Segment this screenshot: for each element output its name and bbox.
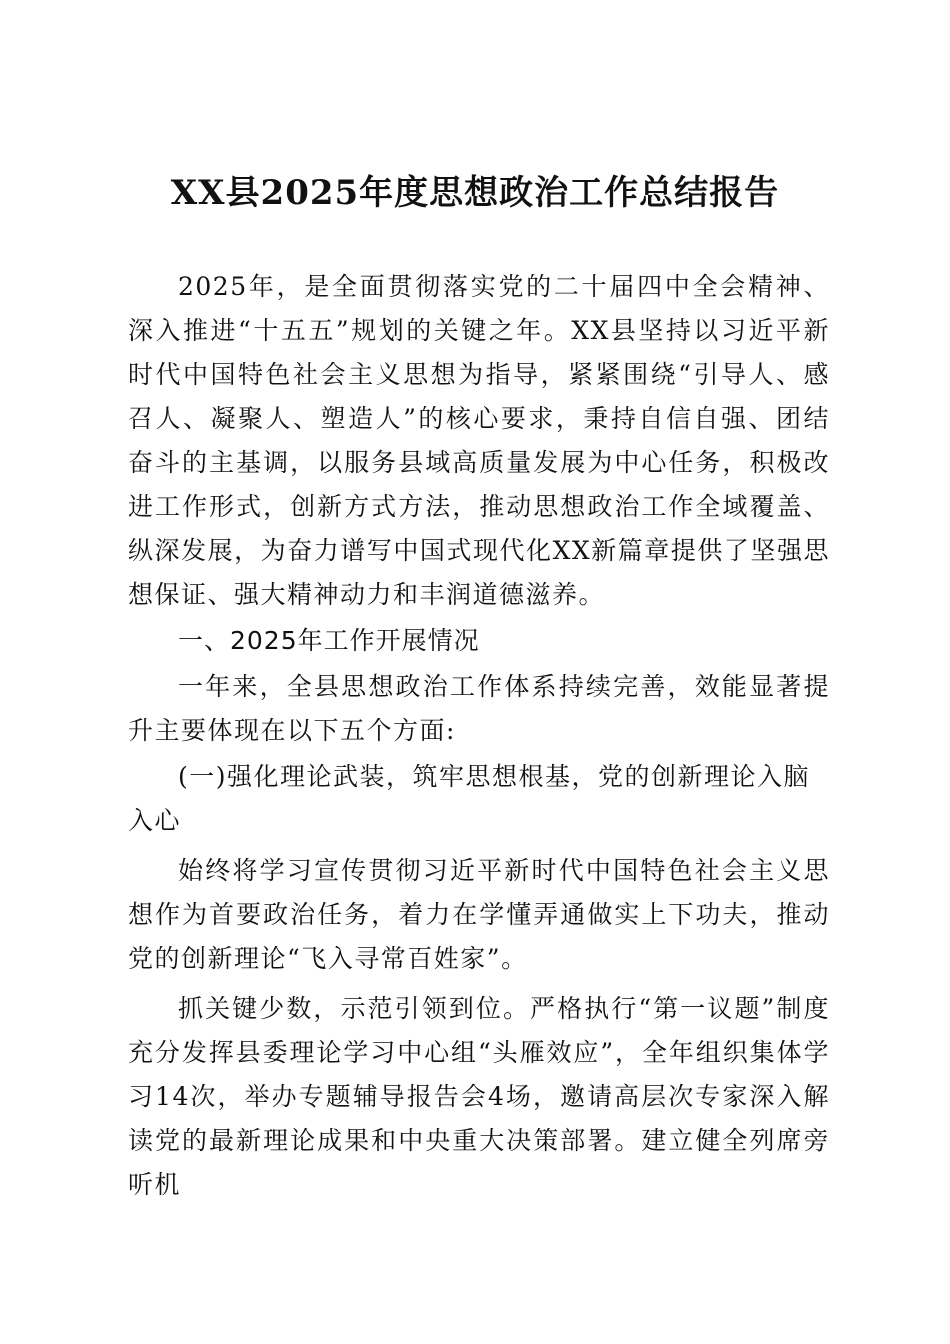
- subsection-heading: (一)强化理论武装，筑牢思想根基，党的创新理论入脑入心: [128, 762, 811, 835]
- intro-paragraph: 2025年，是全面贯彻落实党的二十届四中全会精神、深入推进“十五五”规划的关键之年。XX县坚持以习近平新时代中国特色社会主义思想为指导，紧紧围绕“引导人、感召人、凝聚人、塑造人”的核心要求，秉持自信自强、团结奋斗的主基调，以服务县域高质量发展为中心任务，积极改进工作形式，创新方式方法，推动思想政治工作全域覆盖、纵深发展，为奋力谱写中国式现代化XX新篇章提供了坚强思想保证、强大精神动力和丰润道德滋养。: [128, 272, 830, 609]
- subsection-paragraph-2: 抓关键少数，示范引领到位。严格执行“第一议题”制度充分发挥县委理论学习中心组“头雁效应”，全年组织集体学习14次，举办专题辅导报告会4场，邀请高层次专家深入解读党的最新理论成果和中央重大决策部署。建立健全列席旁听机: [128, 994, 830, 1199]
- document-title: XX县2025年度思想政治工作总结报告: [170, 173, 780, 213]
- section-heading: 一、2025年工作开展情况: [178, 626, 480, 655]
- section-intro-paragraph: 一年来，全县思想政治工作体系持续完善，效能显著提升主要体现在以下五个方面:: [128, 672, 830, 745]
- subsection-paragraph-1: 始终将学习宣传贯彻习近平新时代中国特色社会主义思想作为首要政治任务，着力在学懂弄通做实上下功夫，推动党的创新理论“飞入寻常百姓家”。: [128, 856, 830, 973]
- document-body: [128, 265, 830, 1207]
